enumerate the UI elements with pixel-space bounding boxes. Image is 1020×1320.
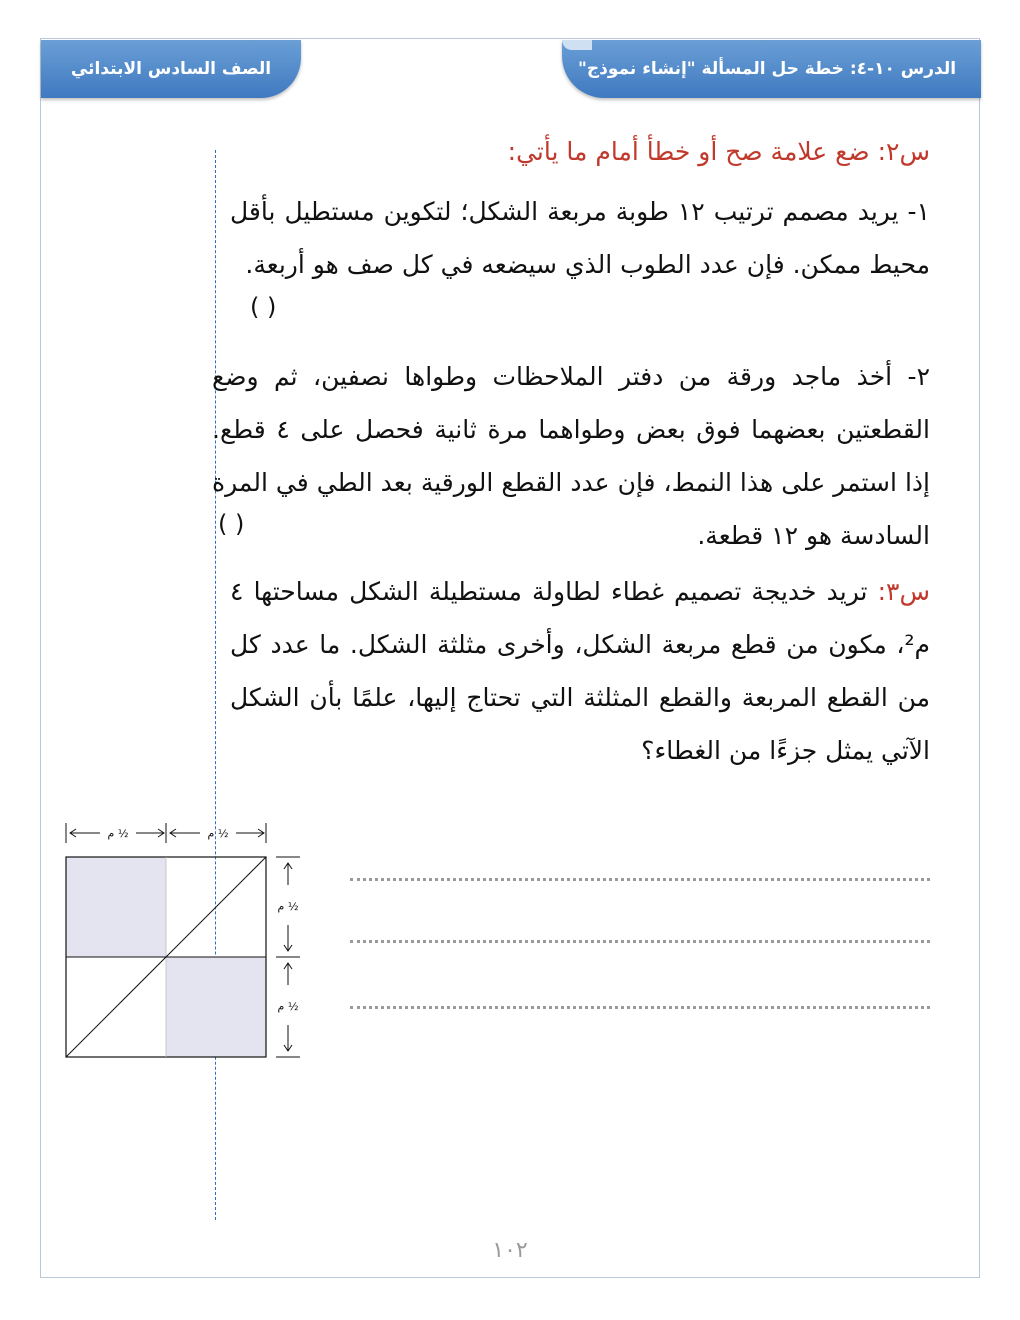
shaded-square-bottom-right: [166, 957, 266, 1057]
answer-line-2[interactable]: [350, 940, 930, 943]
answer-line-3[interactable]: [350, 1006, 930, 1009]
answer-line-1[interactable]: [350, 878, 930, 881]
q2-item-1: ١- يريد مصمم ترتيب ١٢ طوبة مربعة الشكل؛ لتكوين مستطيل بأقل محيط ممكن. فإن عدد الطوب الذي سيضعه في كل صف هو أربعة.: [230, 197, 930, 279]
q2-item-2-answer-box[interactable]: ( ): [218, 510, 245, 538]
grade-label: الصف السادس الابتدائي: [70, 59, 272, 79]
q3-body: تريد خديجة تصميم غطاء لطاولة مستطيلة الشكل مساحتها ٤ م²، مكون من قطع مربعة الشكل، وأخرى مثلثة الشكل. ما عدد كل من القطع المربعة والقطع المثلثة التي تحتاج إليها، علمًا بأن الشكل الآتي يمثل جزءًا من الغطاء؟: [230, 577, 930, 765]
table-cover-figure: [60, 815, 320, 1065]
q3-label: س٣:: [877, 577, 930, 606]
lesson-title-tab: [562, 40, 981, 98]
q2-item-2: ٢- أخذ ماجد ورقة من دفتر الملاحظات وطواها نصفين، ثم وضع القطعتين بعضهما فوق بعض وطواهما مرة ثانية فحصل على ٤ قطع. إذا استمر على هذا النمط، فإن عدد القطع الورقية بعد الطي في المرة السادسة هو ١٢ قطعة.: [212, 362, 930, 550]
q2-title: س٢: ضع علامة صح أو خطأ أمام ما يأتي:: [507, 137, 930, 166]
shaded-square-top-left: [66, 857, 166, 957]
right-dim-label-1: ½ م: [277, 900, 299, 913]
lesson-title: الدرس ١٠-٤: خطة حل المسألة "إنشاء نموذج": [578, 59, 957, 79]
q3-text: [230, 565, 930, 777]
right-dim-label-2: ½ م: [277, 1000, 299, 1013]
top-dim-label-2: ½ م: [207, 827, 229, 840]
grade-tab: [41, 40, 301, 98]
q2-item-1-answer-box[interactable]: ( ): [250, 293, 277, 321]
right-dimension-arrows: [276, 857, 300, 1057]
page-number: ١٠٢: [492, 1238, 528, 1263]
top-dimension-arrows: [66, 823, 266, 843]
top-dim-label-1: ½ م: [107, 827, 129, 840]
